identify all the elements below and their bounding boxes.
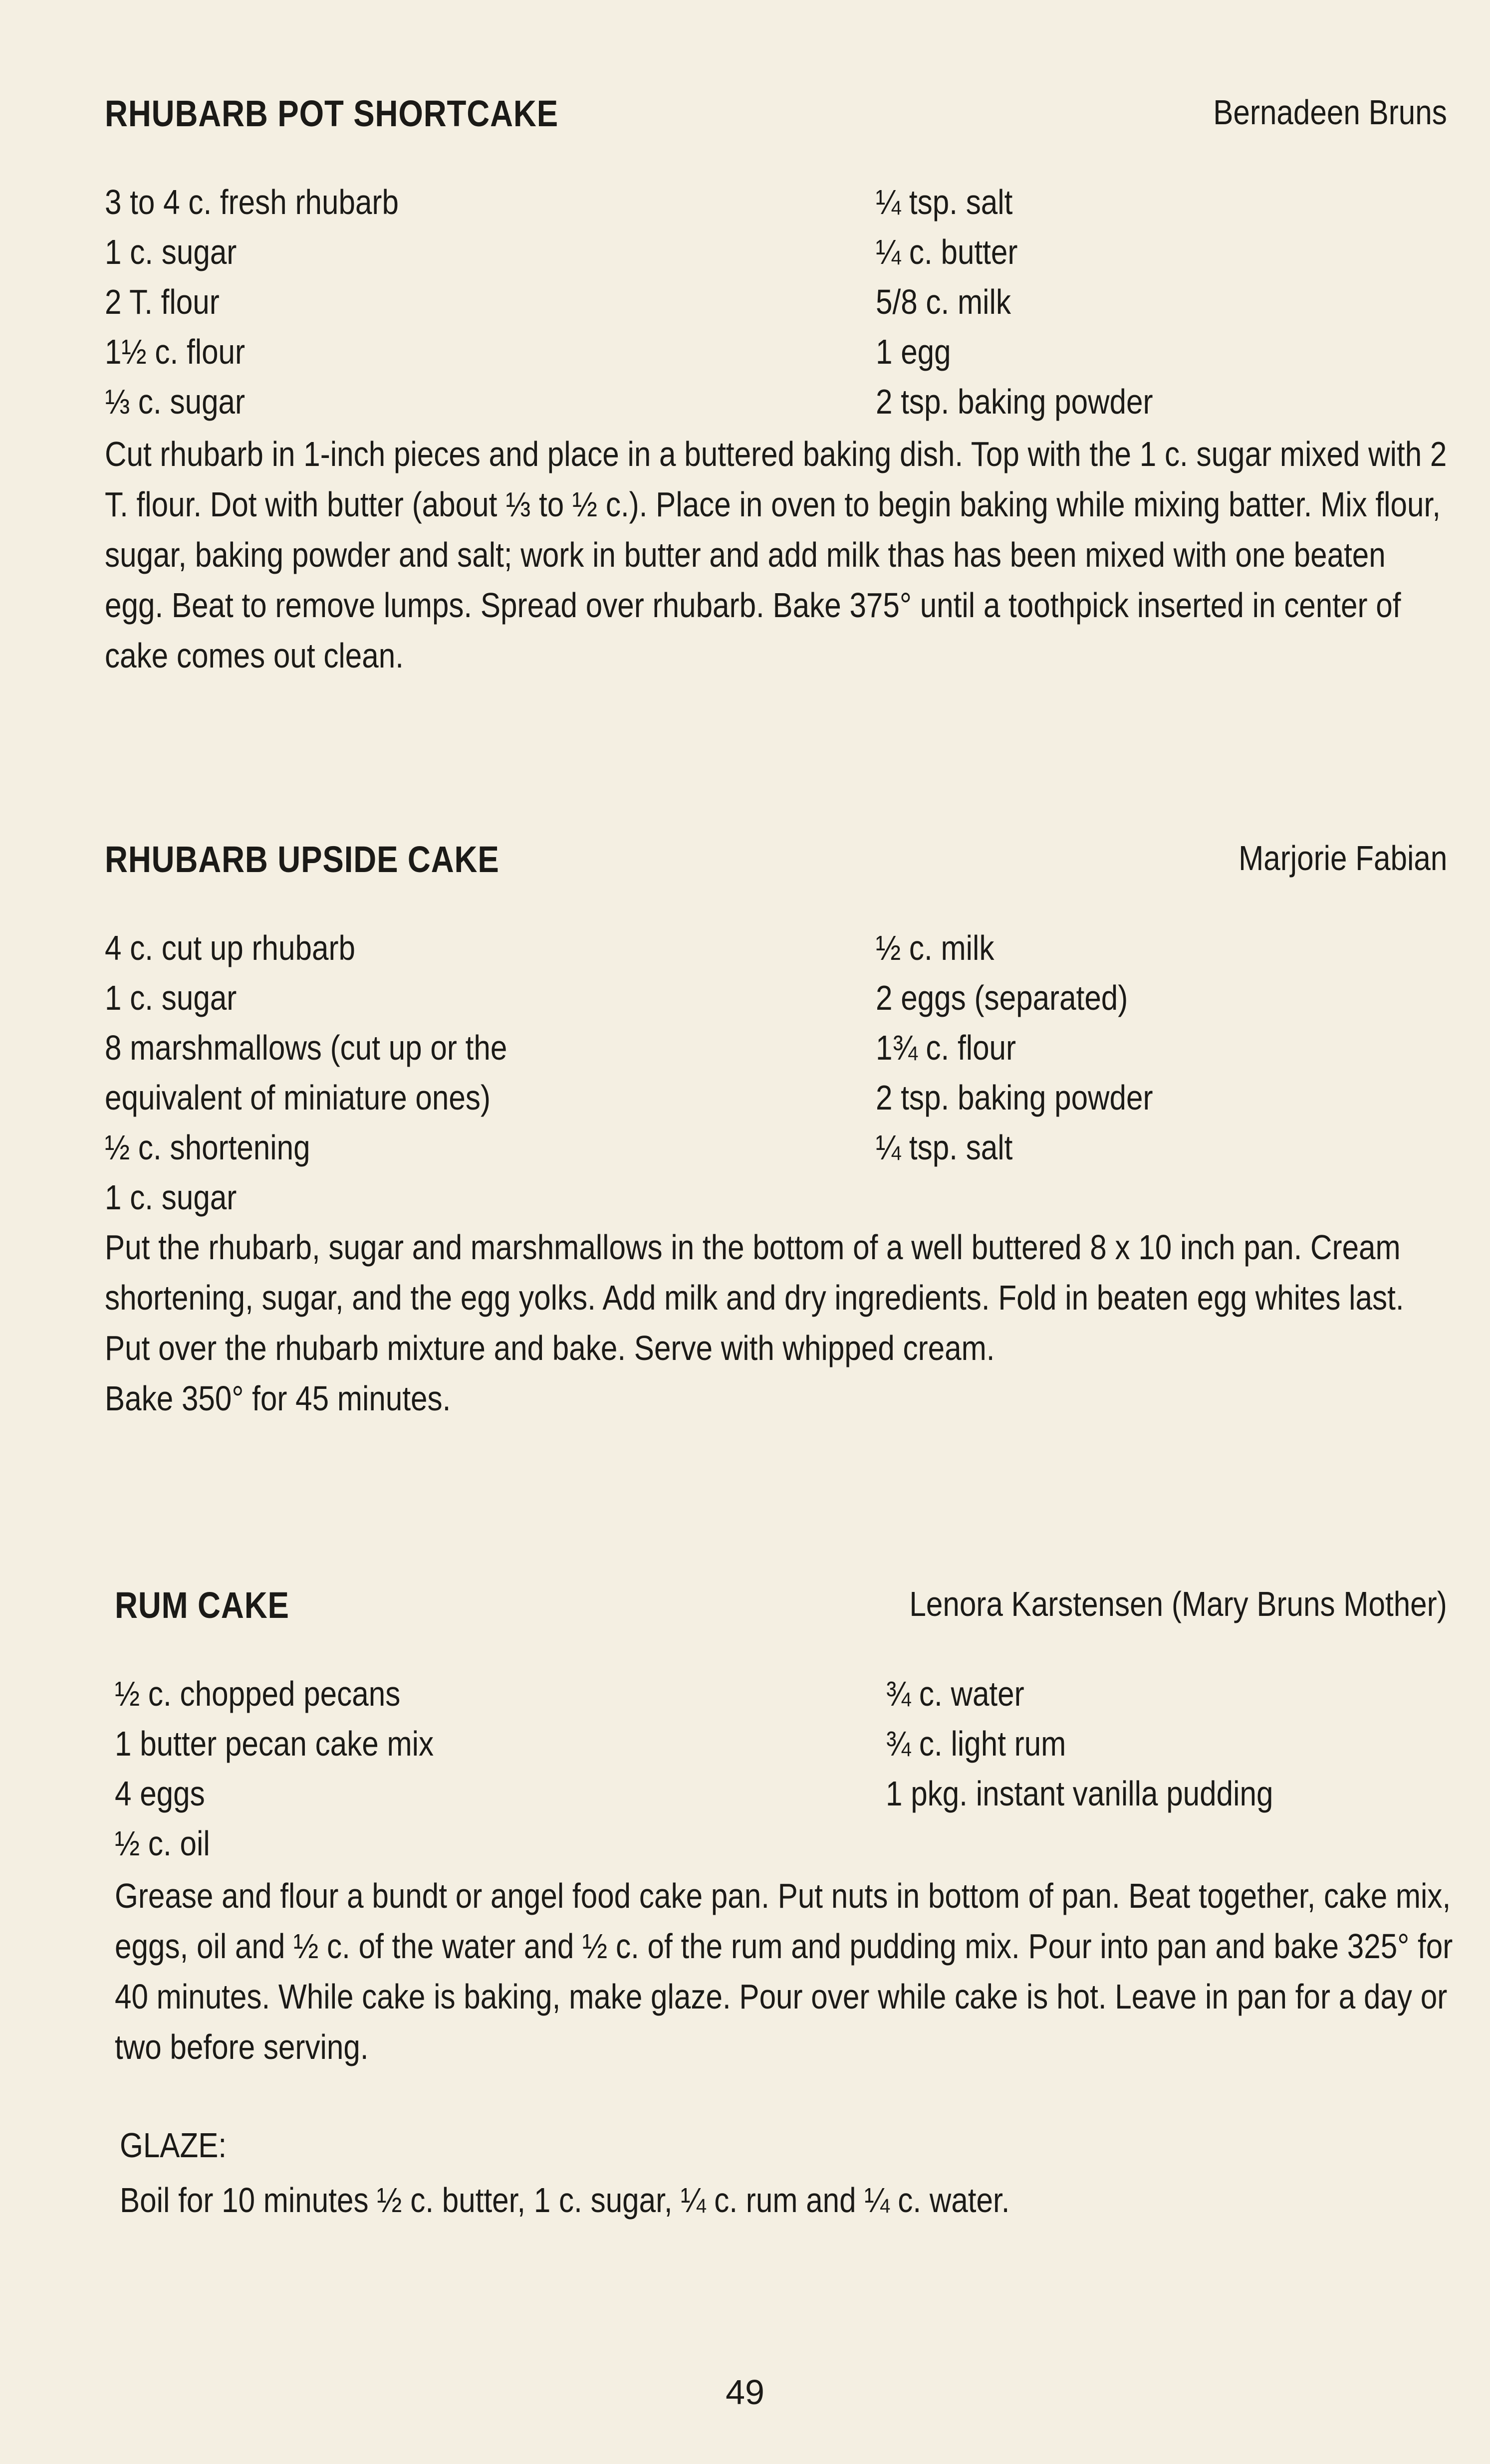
ingredient-item: 8 marshmallows (cut up or the [105, 1028, 507, 1067]
ingredient-list [105, 923, 1452, 1222]
ingredient-item: 1 egg [876, 332, 951, 371]
ingredient-item: 2 T. flour [105, 282, 220, 321]
ingredient-column-right [876, 177, 1198, 427]
ingredient-list [105, 177, 1452, 427]
ingredient-column-left [105, 923, 573, 1222]
glaze-directions [120, 2175, 1467, 2226]
ingredient-item: ½ c. oil [115, 1824, 210, 1863]
ingredient-item: ¼ c. butter [876, 232, 1018, 271]
recipe-title: RHUBARB POT SHORTCAKE [105, 93, 559, 134]
ingredient-list [105, 1669, 1452, 1868]
ingredient-item: 2 tsp. baking powder [876, 382, 1153, 421]
ingredient-item: 1 pkg. instant vanilla pudding [886, 1774, 1273, 1813]
glaze-heading: GLAZE: [120, 2126, 227, 2165]
recipe-author: Marjorie Fabian [1238, 839, 1447, 878]
recipe-rhubarb-upside-cake [105, 838, 1452, 1418]
ingredient-item: ¼ tsp. salt [876, 183, 1013, 222]
recipe-directions [115, 1871, 1462, 2072]
directions-text: Cut rhubarb in 1-inch pieces and place in a buttered baking dish. Top with the 1 c. sugar mixed with 2 T. flour. Dot with butter (about ⅓ to ½ c.). Place in oven to begin baking while mixing batter. Mix flour, sugar, baking powder and salt; work in butter and add milk thas has been mixed with one beaten egg. Beat to remove lumps. Spread over rhubarb. Bake 375° until a toothpick inserted in center of cake comes out clean. [105, 435, 1447, 675]
ingredient-item: 2 tsp. baking powder [876, 1078, 1153, 1117]
ingredient-item: 5/8 c. milk [876, 282, 1011, 321]
page-number: 49 [726, 2373, 764, 2412]
ingredient-item: 1½ c. flour [105, 332, 246, 371]
ingredient-item: ½ c. shortening [105, 1128, 310, 1167]
ingredient-item: 2 eggs (separated) [876, 978, 1128, 1017]
recipe-rhubarb-pot-shortcake [105, 92, 1452, 675]
ingredient-column-right [876, 923, 1198, 1172]
ingredient-item: ½ c. chopped pecans [115, 1674, 401, 1713]
ingredient-column-left [105, 177, 447, 427]
recipe-header [105, 838, 1452, 883]
ingredient-item: ¾ c. water [886, 1674, 1024, 1713]
ingredient-item: ⅓ c. sugar [105, 382, 246, 421]
recipe-header [105, 92, 1452, 137]
recipe-rum-cake [105, 1584, 1453, 2220]
ingredient-item: 4 c. cut up rhubarb [105, 928, 355, 967]
ingredient-column-right [886, 1669, 1336, 1818]
recipe-author: Lenora Karstensen (Mary Bruns Mother) [909, 1584, 1447, 1623]
recipe-header [105, 1584, 1452, 1629]
ingredient-column-left [115, 1669, 486, 1868]
ingredient-item: 1 c. sugar [105, 1178, 237, 1217]
glaze-text: Boil for 10 minutes ½ c. butter, 1 c. sugar, ¼ c. rum and ¼ c. water. [120, 2181, 1010, 2220]
ingredient-item: 1¾ c. flour [876, 1028, 1016, 1067]
directions-bake-note: Bake 350° for 45 minutes. [105, 1379, 451, 1418]
recipe-author: Bernadeen Bruns [1213, 93, 1447, 132]
ingredient-item: ¾ c. light rum [886, 1724, 1066, 1763]
ingredient-item: ½ c. milk [876, 928, 994, 967]
ingredient-item: 1 c. sugar [105, 232, 237, 271]
recipe-title: RHUBARB UPSIDE CAKE [105, 839, 499, 880]
recipe-directions [105, 429, 1452, 681]
ingredient-item: 1 c. sugar [105, 978, 237, 1017]
recipe-directions [105, 1222, 1452, 1424]
recipe-title: RUM CAKE [115, 1584, 289, 1626]
ingredient-item: ¼ tsp. salt [876, 1128, 1013, 1167]
directions-text: Put the rhubarb, sugar and marshmallows in the bottom of a well buttered 8 x 10 inch pan. Cream shortening, sugar, and the egg yolks. Add milk and dry ingredients. Fold in beaten egg whites last. Put over the rhubarb mixture and bake. Serve with whipped cream. [105, 1228, 1404, 1367]
ingredient-item: 4 eggs [115, 1774, 205, 1813]
ingredient-item: 1 butter pecan cake mix [115, 1724, 434, 1763]
ingredient-item: equivalent of miniature ones) [105, 1078, 491, 1117]
ingredient-item: 3 to 4 c. fresh rhubarb [105, 183, 399, 222]
directions-text: Grease and flour a bundt or angel food cake pan. Put nuts in bottom of pan. Beat together, cake mix, eggs, oil and ½ c. of the water and ½ c. of the rum and pudding mix. Pour into pan and bake 325° for 40 minutes. While cake is baking, make glaze. Pour over while cake is hot. Leave in pan for a day or two before serving. [115, 1876, 1453, 2066]
